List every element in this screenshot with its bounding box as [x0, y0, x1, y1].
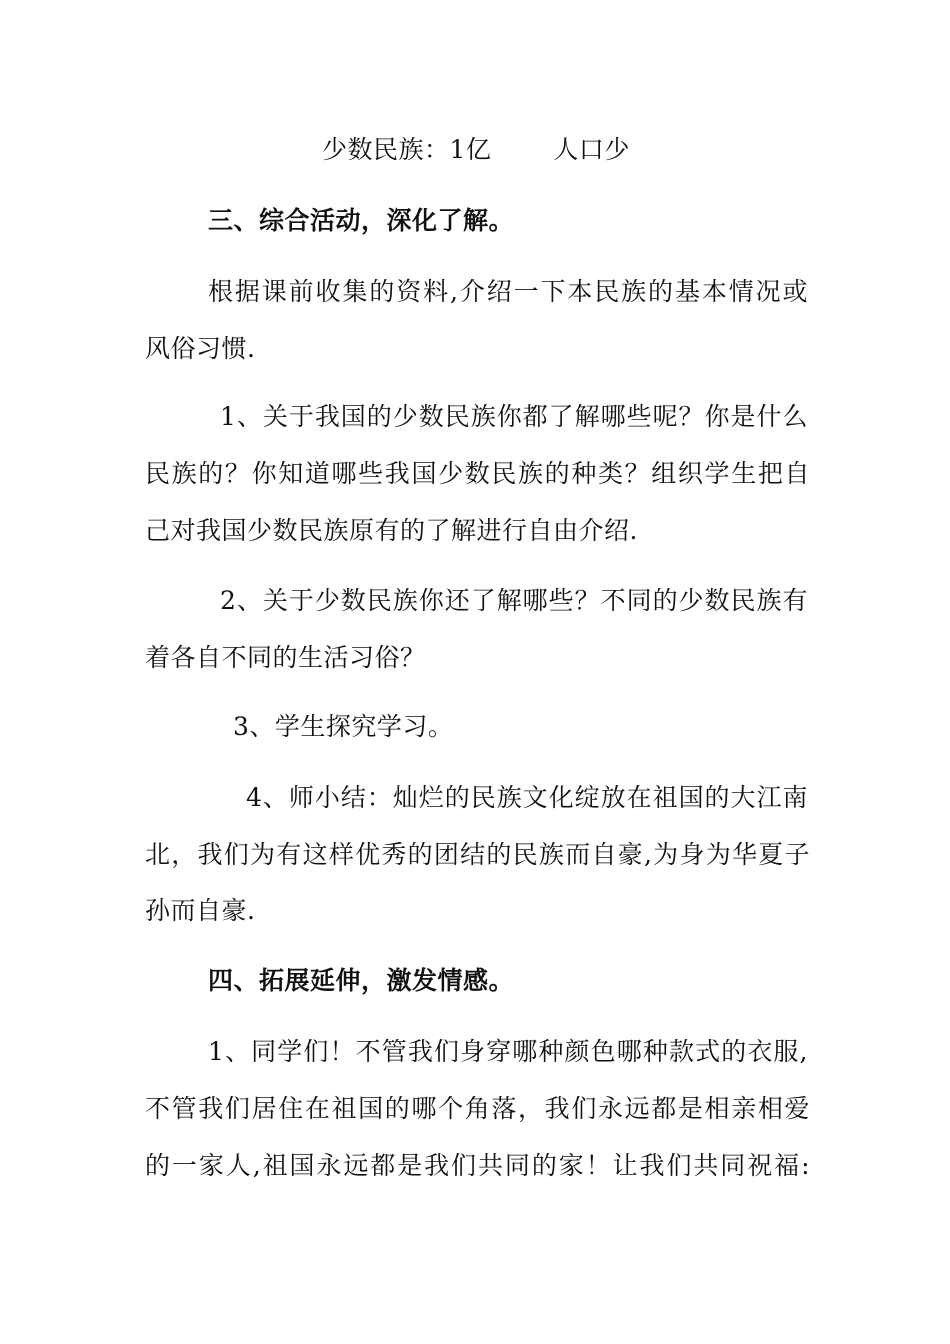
- item2-line1: 2、关于少数民族你还了解哪些？不同的少数民族有: [220, 586, 808, 615]
- item3: 3、学生探究学习。: [233, 712, 454, 741]
- item4-line1: 4、师小结：灿烂的民族文化绽放在祖国的大江南: [246, 783, 808, 812]
- item4-line3: 孙而自豪.: [145, 896, 256, 925]
- section3-intro-line2: 风俗习惯.: [145, 334, 256, 363]
- stat-population: 人口少: [553, 135, 630, 164]
- section3-heading: 三、综合活动，深化了解。: [208, 206, 515, 235]
- section4-item1-line2: 不管我们居住在祖国的哪个角落，我们永远都是相亲相爱: [145, 1094, 810, 1123]
- stat-minority: 少数民族：1亿: [322, 135, 492, 164]
- section4-item1-line3: 的一家人,祖国永远都是我们共同的家！让我们共同祝福:: [145, 1151, 810, 1180]
- section4-item1-line1: 1、同学们！不管我们身穿哪种颜色哪种款式的衣服,: [208, 1037, 808, 1066]
- section4-heading: 四、拓展延伸，激发情感。: [208, 966, 515, 995]
- item1-line2: 民族的？你知道哪些我国少数民族的种类？组织学生把自: [145, 459, 810, 488]
- item4-line2: 北，我们为有这样优秀的团结的民族而自豪,为身为华夏子: [145, 840, 810, 869]
- section3-intro-line1: 根据课前收集的资料,介绍一下本民族的基本情况或: [208, 277, 808, 306]
- item1-line1: 1、关于我国的少数民族你都了解哪些呢？你是什么: [220, 402, 808, 431]
- item1-line3: 己对我国少数民族原有的了解进行自由介绍.: [145, 516, 638, 545]
- stat-line: [322, 134, 722, 166]
- item2-line2: 着各自不同的生活习俗？: [145, 643, 426, 672]
